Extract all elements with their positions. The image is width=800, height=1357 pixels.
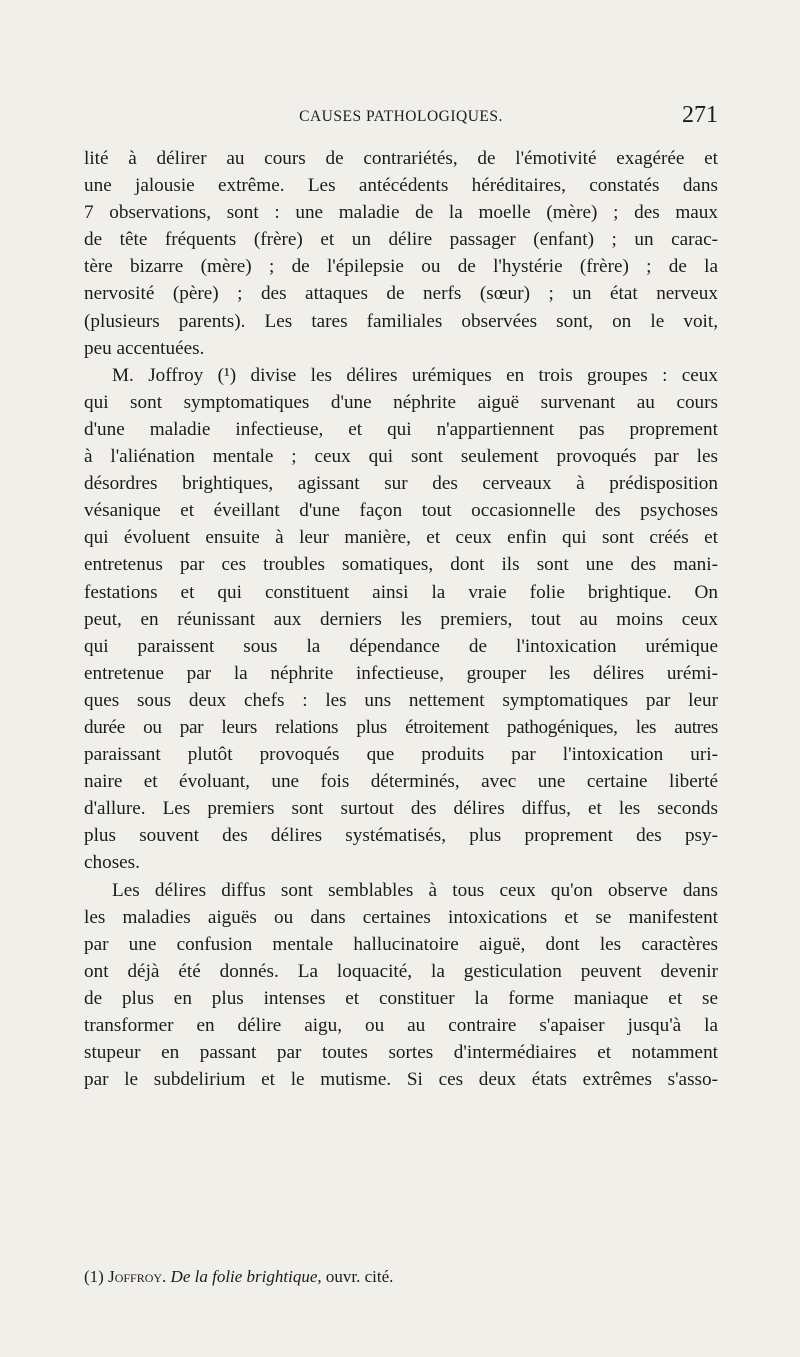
text-line: qui paraissent sous la dépendance de l'intoxication urémique [84, 635, 718, 657]
text-line: plus souvent des délires systématisés, plus proprement des psy- [84, 825, 718, 847]
text-line: entretenus par ces troubles somatiques, dont ils sont une des mani- [84, 554, 718, 576]
page-header [84, 102, 718, 136]
footnote-author: Joffroy. [108, 1267, 167, 1286]
text-line: nervosité (père) ; des attaques de nerfs (sœur) ; un état nerveux [84, 283, 718, 305]
text-line: par une confusion mentale hallucinatoire aiguë, dont les caractères [84, 933, 718, 955]
page-number: 271 [682, 102, 718, 128]
text-line: peut, en réunissant aux derniers les premiers, tout au moins ceux [84, 608, 718, 630]
text-line: lité à délirer au cours de contrariétés, de l'émotivité exagérée et [84, 148, 718, 169]
text-line: de plus en plus intenses et constituer la forme maniaque et se [84, 987, 718, 1009]
text-line: naire et évoluant, une fois déterminés, avec une certaine liberté [84, 771, 718, 793]
text-line: Les délires diffus sont semblables à tous ceux qu'on observe dans [112, 879, 718, 901]
footnote [84, 1267, 724, 1287]
text-line: (plusieurs parents). Les tares familiales observées sont, on le voit, [84, 310, 718, 332]
text-line: festations et qui constituent ainsi la vraie folie brightique. On [84, 581, 718, 603]
text-line: désordres brightiques, agissant sur des cerveaux à prédisposition [84, 473, 718, 495]
running-title: CAUSES PATHOLOGIQUES. [299, 108, 503, 125]
text-line: choses. [84, 852, 140, 874]
text-line: ques sous deux chefs : les uns nettement symptomatiques par leur [84, 689, 718, 711]
text-line: qui sont symptomatiques d'une néphrite aiguë survenant au cours [84, 391, 718, 413]
text-line: 7 observations, sont : une maladie de la moelle (mère) ; des maux [84, 202, 718, 224]
footnote-title: De la folie brightique, [170, 1267, 322, 1286]
text-line: une jalousie extrême. Les antécédents héréditaires, constatés dans [84, 175, 718, 197]
text-line: à l'aliénation mentale ; ceux qui sont seulement provoqués par les [84, 446, 718, 468]
text-line: de tête fréquents (frère) et un délire passager (enfant) ; un carac- [84, 229, 718, 251]
footnote-rest: ouvr. cité. [325, 1267, 394, 1286]
text-line: stupeur en passant par toutes sortes d'intermédiaires et notamment [84, 1042, 718, 1064]
body-text [84, 145, 718, 1093]
footnote-marker: (1) [84, 1267, 104, 1286]
text-line: d'une maladie infectieuse, et qui n'appartiennent pas proprement [84, 418, 718, 440]
text-line: entretenue par la néphrite infectieuse, grouper les délires urémi- [84, 662, 718, 684]
text-line: paraissant plutôt provoqués que produits par l'intoxication uri- [84, 744, 718, 766]
text-line: transformer en délire aigu, ou au contraire s'apaiser jusqu'à la [84, 1015, 718, 1036]
text-line: peu accentuées. [84, 337, 205, 359]
text-line: vésanique et éveillant d'une façon tout occasionnelle des psychoses [84, 500, 718, 522]
text-line: par le subdelirium et le mutisme. Si ces deux états extrêmes s'asso- [84, 1069, 718, 1091]
text-line: d'allure. Les premiers sont surtout des délires diffus, et les seconds [84, 798, 718, 820]
text-line: tère bizarre (mère) ; de l'épilepsie ou de l'hystérie (frère) ; de la [84, 256, 718, 278]
text-line: qui évoluent ensuite à leur manière, et ceux enfin qui sont créés et [84, 527, 718, 549]
text-line: M. Joffroy (¹) divise les délires urémiques en trois groupes : ceux [112, 364, 718, 386]
text-line: ont déjà été donnés. La loquacité, la gesticulation peuvent devenir [84, 960, 718, 982]
text-line: les maladies aiguës ou dans certaines intoxications et se manifestent [84, 906, 718, 928]
text-line: durée ou par leurs relations plus étroitement pathogéniques, les autres [84, 716, 718, 738]
